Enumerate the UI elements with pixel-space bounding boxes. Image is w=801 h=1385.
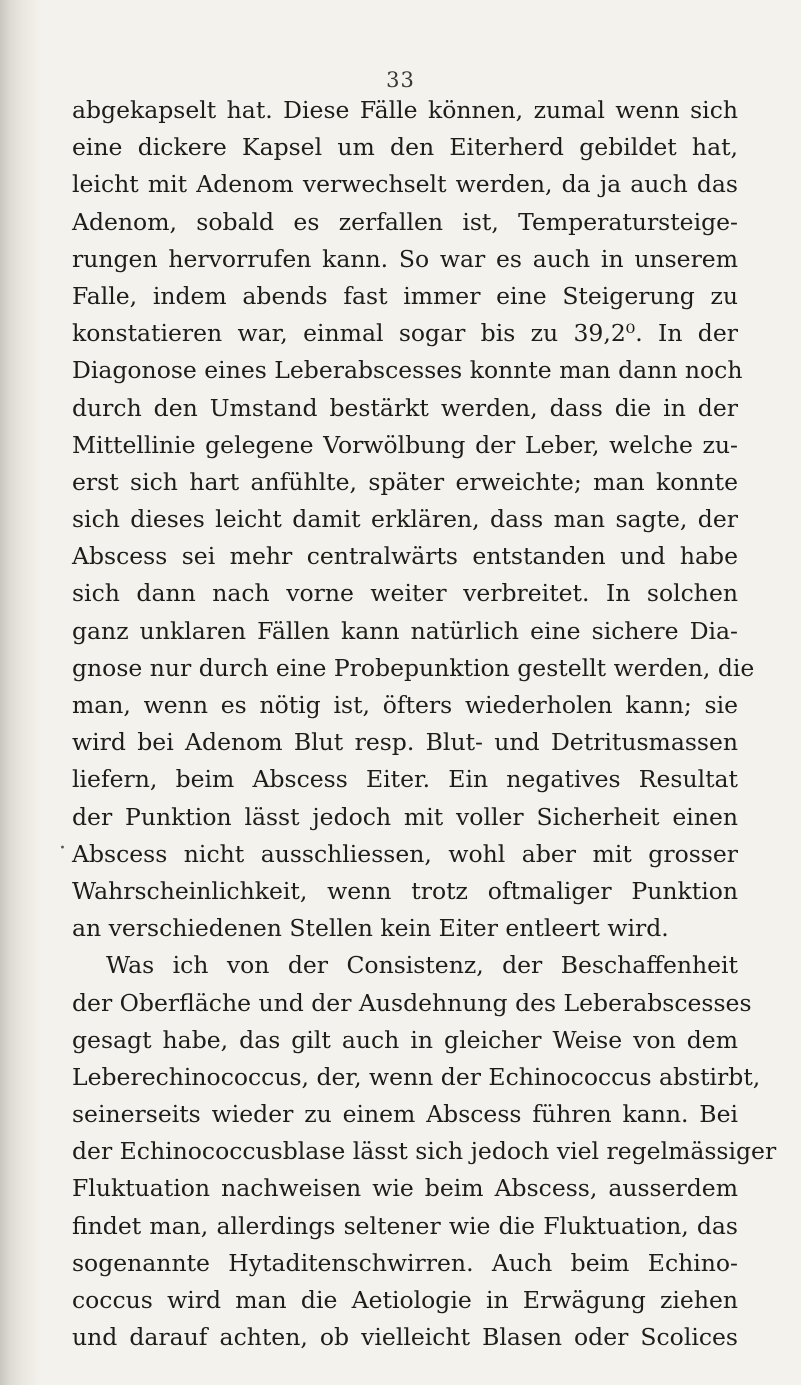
text-line: coccus wird man die Aetiologie in Erwägung ziehen bbox=[72, 1286, 738, 1314]
text-line: sich dieses leicht damit erklären, dass man sagte, der bbox=[72, 505, 738, 534]
text-line: der Oberfläche und der Ausdehnung des Leberabscesses bbox=[72, 988, 752, 1017]
text-line: findet man, allerdings seltener wie die Fluktuation, das bbox=[72, 1211, 738, 1240]
text-line: rungen hervorrufen kann. So war es auch in unserem bbox=[72, 244, 738, 273]
text-line: sogenannte Hytaditenschwirren. Auch beim Echino- bbox=[72, 1248, 738, 1277]
text-line: Falle, indem abends fast immer eine Steigerung zu bbox=[72, 281, 738, 310]
text-line: und darauf achten, ob vielleicht Blasen oder Scolices bbox=[72, 1323, 738, 1352]
text-line: leicht mit Adenom verwechselt werden, da ja auch das bbox=[72, 170, 738, 199]
text-line: eine dickere Kapsel um den Eiterherd gebildet hat, bbox=[72, 133, 738, 162]
text-line: ganz unklaren Fällen kann natürlich eine sichere Dia- bbox=[72, 616, 738, 645]
text-line: Adenom, sobald es zerfallen ist, Temperatursteige- bbox=[72, 207, 738, 236]
text-line: seinerseits wieder zu einem Abscess führen kann. Bei bbox=[72, 1100, 738, 1129]
text-line: Abscess nicht ausschliessen, wohl aber mit grosser bbox=[72, 839, 738, 868]
text-line: man, wenn es nötig ist, öfters wiederholen kann; sie bbox=[72, 691, 738, 719]
text-line: gesagt habe, das gilt auch in gleicher Weise von dem bbox=[72, 1025, 738, 1054]
text-line: durch den Umstand bestärkt werden, dass die in der bbox=[72, 393, 738, 422]
text-line: der Punktion lässt jedoch mit voller Sicherheit einen bbox=[72, 802, 738, 831]
page-number: 33 bbox=[386, 68, 415, 92]
text-line: Leberechinococcus, der, wenn der Echinococcus abstirbt, bbox=[72, 1062, 761, 1091]
text-line: Was ich von der Consistenz, der Beschaffenheit bbox=[106, 951, 738, 980]
text-line: sich dann nach vorne weiter verbreitet. In solchen bbox=[72, 579, 738, 608]
text-line: Wahrscheinlichkeit, wenn trotz oftmaliger Punktion bbox=[72, 876, 738, 905]
text-line: Mittellinie gelegene Vorwölbung der Leber, welche zu- bbox=[72, 430, 738, 459]
text-line: der Echinococcusblase lässt sich jedoch viel regelmässiger bbox=[72, 1137, 777, 1166]
body-text bbox=[72, 92, 777, 1356]
text-line: konstatieren war, einmal sogar bis zu 39,2⁰. In der bbox=[72, 319, 738, 348]
text-line: wird bei Adenom Blut resp. Blut- und Detritusmassen bbox=[72, 728, 738, 757]
text-line: an verschiedenen Stellen kein Eiter entleert wird. bbox=[72, 914, 669, 943]
text-line: Abscess sei mehr centralwärts entstanden und habe bbox=[72, 542, 738, 571]
text-line: gnose nur durch eine Probepunktion gestellt werden, die bbox=[72, 653, 755, 682]
text-line: abgekapselt hat. Diese Fälle können, zumal wenn sich bbox=[72, 96, 738, 124]
margin-dash: · bbox=[59, 836, 66, 861]
text-line: liefern, beim Abscess Eiter. Ein negatives Resultat bbox=[72, 765, 738, 794]
text-line: Diagonose eines Leberabscesses konnte man dann noch bbox=[72, 356, 743, 385]
text-line: Fluktuation nachweisen wie beim Abscess, ausserdem bbox=[72, 1174, 738, 1203]
text-line: erst sich hart anfühlte, später erweichte; man konnte bbox=[72, 467, 738, 496]
